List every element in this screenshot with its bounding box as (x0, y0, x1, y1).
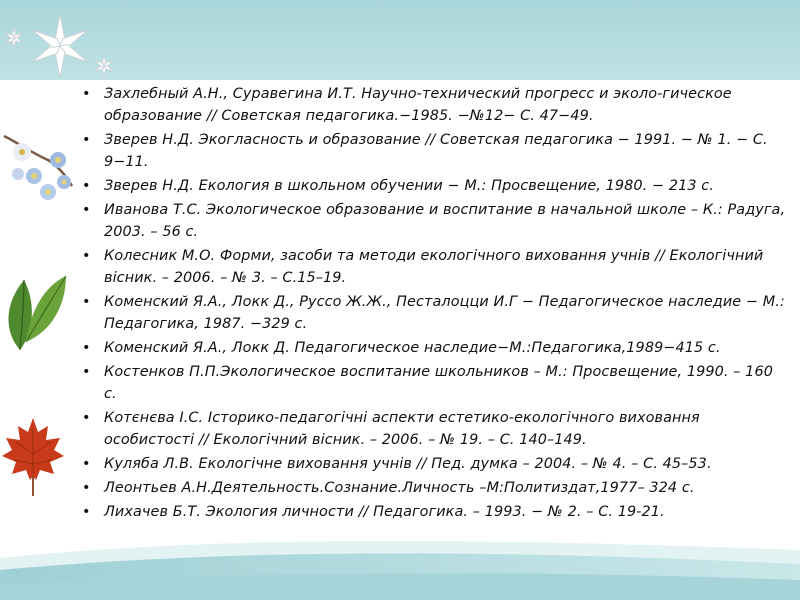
reference-item: • Коменский Я.А., Локк Д. Педагогическое наследие−М.:Педагогика,1989−415 с. (78, 337, 790, 359)
reference-item: • Лихачев Б.Т. Экология личности // Педагогика. – 1993. − № 2. – С. 19-21. (78, 501, 790, 523)
bottom-wave (0, 530, 800, 600)
reference-item: • Иванова Т.С. Экологическое образование и воспитание в начальной школе – К.: Радуга, 2003. – 56 с. (78, 199, 790, 243)
reference-item: • Колесник М.О. Форми, засоби та методи екологічного виховання учнів // Екологічний вісник. – 2006. – № 3. – С.15–19. (78, 245, 790, 289)
green-leaves-icon (0, 272, 72, 354)
reference-item: • Зверев Н.Д. Екология в школьном обучении − М.: Просвещение, 1980. − 213 с. (78, 175, 790, 197)
top-band (0, 0, 800, 80)
reference-list (78, 83, 790, 525)
reference-item: • Захлебный А.Н., Суравегина И.Т. Научно-технический прогресс и эколо-гическое образование // Советская педагогика.−1985. −№12− С. 47−49. (78, 83, 790, 127)
reference-item: • Коменский Я.А., Локк Д., Руссо Ж.Ж., Песталоцци И.Г − Педагогическое наследие − М.: Педагогика, 1987. −329 с. (78, 291, 790, 335)
reference-item: • Зверев Н.Д. Экогласность и образование // Советская педагогика − 1991. − № 1. − С. 9−11. (78, 129, 790, 173)
reference-item: • Леонтьев А.Н.Деятельность.Сознание.Личность –М:Политиздат,1977– 324 с. (78, 477, 790, 499)
reference-item: • Куляба Л.В. Екологічне виховання учнів // Пед. думка – 2004. – № 4. – С. 45–53. (78, 453, 790, 475)
blue-flowers-icon (0, 130, 80, 210)
snowflake-icon (0, 10, 120, 80)
reference-item: • Костенков П.П.Экологическое воспитание школьников – М.: Просвещение, 1990. – 160 с. (78, 361, 790, 405)
reference-item: • Котєнєва І.С. Історико-педагогічні аспекти естетико-екологічного виховання особистості // Екологічний вісник. – 2006. – № 19. – С. 140–149. (78, 407, 790, 451)
maple-leaf-icon (0, 414, 66, 498)
